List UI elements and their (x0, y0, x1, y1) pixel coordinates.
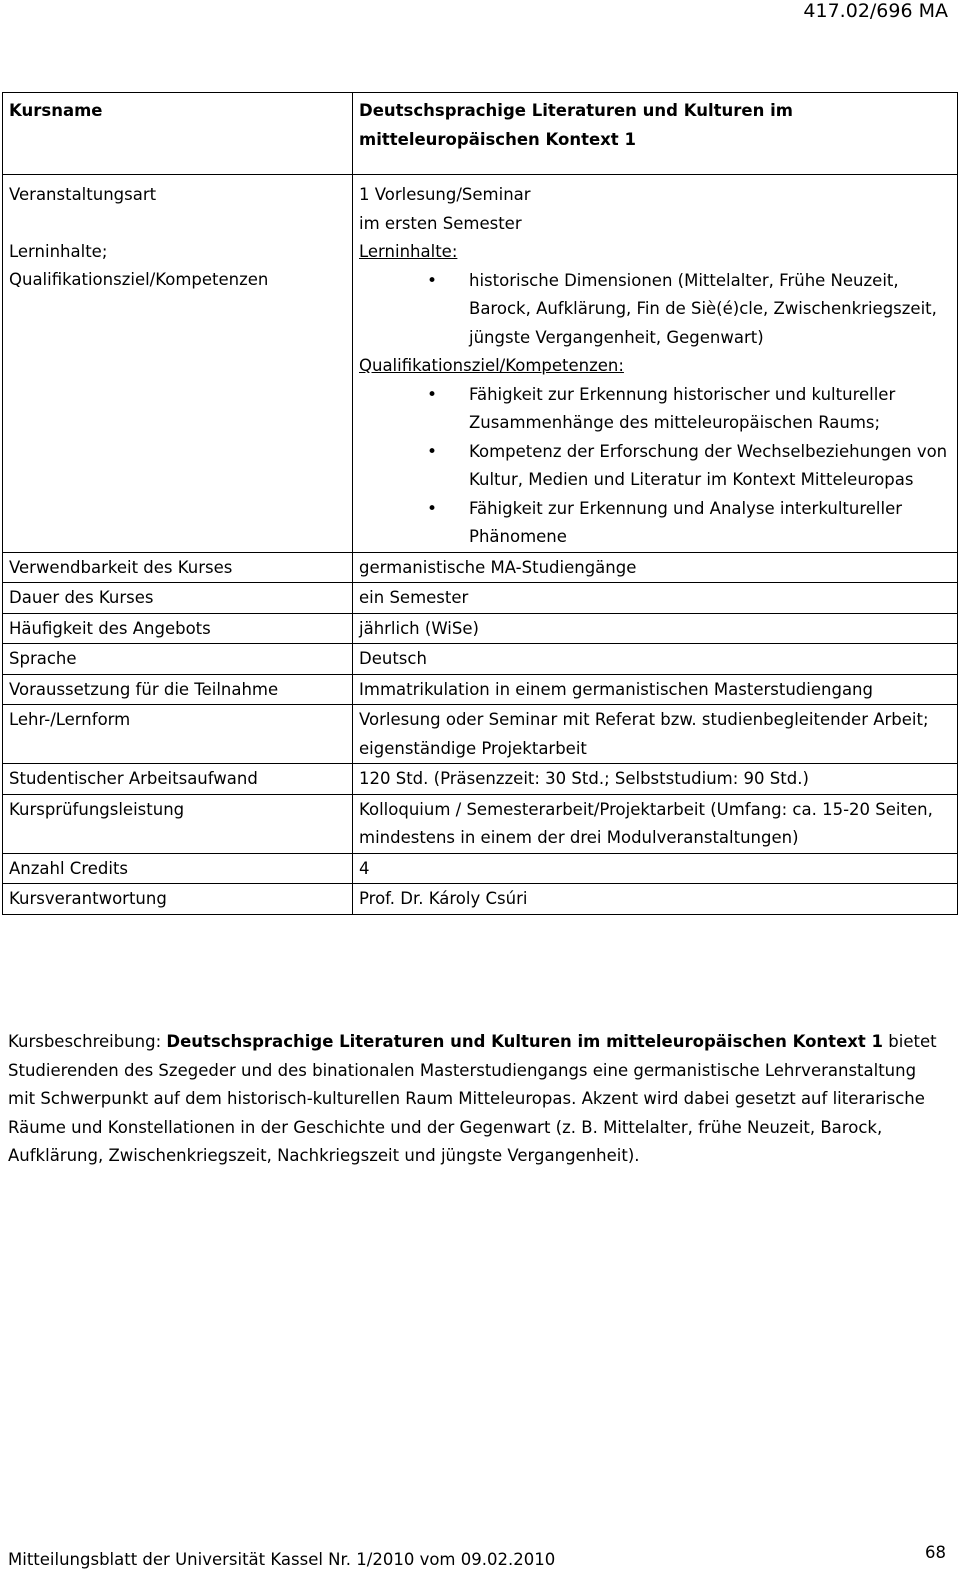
row-value-haeufigkeit: jährlich (WiSe) (353, 613, 958, 644)
row-label-lehrform: Lehr-/Lernform (3, 705, 353, 764)
veranstaltungsart-label: Veranstaltungsart (9, 185, 157, 204)
table-row (3, 884, 958, 915)
table-row (3, 552, 958, 583)
veranstaltungsart-label-cell (3, 175, 353, 553)
row-label-verwendbarkeit: Verwendbarkeit des Kurses (3, 552, 353, 583)
row-value-dauer: ein Semester (353, 583, 958, 614)
description-text: bietet Studierenden des Szegeder und des binationalen Masterstudiengangs eine germanistische Lehrveranstaltung mit Schwerpunkt auf dem historisch-kulturellen Raum Mitteleuropas. Akzent wird dabei gesetzt auf literarische Räume und Konstellationen in der Geschichte und der Gegenwart (z. B. Mittelalter, frühe Neuzeit, Barock, Aufklärung, Zwischenkriegszeit, Nachkriegszeit und jüngste Vergangenheit). (8, 1032, 937, 1165)
kompetenzen-list (359, 381, 951, 552)
page-number: 68 (925, 1543, 946, 1562)
footer-publication: Mitteilungsblatt der Universität Kassel Nr. 1/2010 vom 09.02.2010 (8, 1550, 556, 1569)
kompetenzen-item: • Fähigkeit zur Erkennung historischer und kultureller Zusammenhänge des mitteleuropäischen Raums; (359, 381, 951, 438)
table-row (3, 705, 958, 764)
kursname-value-line2: mitteleuropäischen Kontext 1 (359, 129, 636, 149)
row-label-sprache: Sprache (3, 644, 353, 675)
table-row (3, 764, 958, 795)
lerninhalte-heading: Lerninhalte: (359, 242, 458, 261)
row-value-credits: 4 (353, 853, 958, 884)
kursname-label: Kursname (3, 93, 353, 175)
veranstaltungsart-value-line1: 1 Vorlesung/Seminar (359, 185, 531, 204)
lerninhalte-item: • historische Dimensionen (Mittelalter, Frühe Neuzeit, Barock, Aufklärung, Fin de Siè(é)cle, Zwischenkriegszeit, jüngste Vergangenheit, Gegenwart) (359, 267, 951, 353)
kursname-value-line1: Deutschsprachige Literaturen und Kulturen im (359, 101, 793, 120)
row-label-dauer: Dauer des Kurses (3, 583, 353, 614)
row-label-voraussetzung: Voraussetzung für die Teilnahme (3, 674, 353, 705)
row-label-pruefungsleistung: Kursprüfungsleistung (3, 794, 353, 853)
kompetenzen-item: • Fähigkeit zur Erkennung und Analyse interkultureller Phänomene (359, 495, 951, 552)
table-row (3, 583, 958, 614)
table-row-veranstaltungsart (3, 175, 958, 553)
course-description (8, 1028, 938, 1171)
row-value-verwendbarkeit: germanistische MA-Studiengänge (353, 552, 958, 583)
row-value-voraussetzung: Immatrikulation in einem germanistischen Masterstudiengang (353, 674, 958, 705)
row-label-verantwortung: Kursverantwortung (3, 884, 353, 915)
kursname-value (353, 93, 958, 175)
kompetenzen-heading: Qualifikationsziel/Kompetenzen: (359, 356, 624, 375)
row-value-sprache: Deutsch (353, 644, 958, 675)
veranstaltungsart-value-cell (353, 175, 958, 553)
lerninhalte-label-line1: Lerninhalte; (9, 241, 108, 261)
document-code: 417.02/696 MA (803, 0, 948, 22)
row-label-arbeitsaufwand: Studentischer Arbeitsaufwand (3, 764, 353, 795)
lerninhalte-label-line2: Qualifikationsziel/Kompetenzen (9, 270, 269, 289)
table-row (3, 853, 958, 884)
table-row-kursname (3, 93, 958, 175)
course-table (2, 92, 958, 915)
kompetenzen-item: • Kompetenz der Erforschung der Wechselbeziehungen von Kultur, Medien und Literatur im Kontext Mitteleuropas (359, 438, 951, 495)
row-label-haeufigkeit: Häufigkeit des Angebots (3, 613, 353, 644)
row-value-lehrform: Vorlesung oder Seminar mit Referat bzw. studienbegleitender Arbeit; eigenständige Projektarbeit (353, 705, 958, 764)
description-course-title: Deutschsprachige Literaturen und Kulturen im mitteleuropäischen Kontext 1 (166, 1032, 884, 1051)
table-row (3, 644, 958, 675)
table-row (3, 674, 958, 705)
description-prefix: Kursbeschreibung: (8, 1032, 167, 1051)
row-value-pruefungsleistung: Kolloquium / Semesterarbeit/Projektarbeit (Umfang: ca. 15-20 Seiten, mindestens in einem der drei Modulveranstaltungen) (353, 794, 958, 853)
table-row (3, 613, 958, 644)
lerninhalte-list (359, 267, 951, 353)
veranstaltungsart-value-line2: im ersten Semester (359, 213, 522, 233)
row-label-credits: Anzahl Credits (3, 853, 353, 884)
row-value-verantwortung: Prof. Dr. Károly Csúri (353, 884, 958, 915)
row-value-arbeitsaufwand: 120 Std. (Präsenzzeit: 30 Std.; Selbststudium: 90 Std.) (353, 764, 958, 795)
table-row (3, 794, 958, 853)
